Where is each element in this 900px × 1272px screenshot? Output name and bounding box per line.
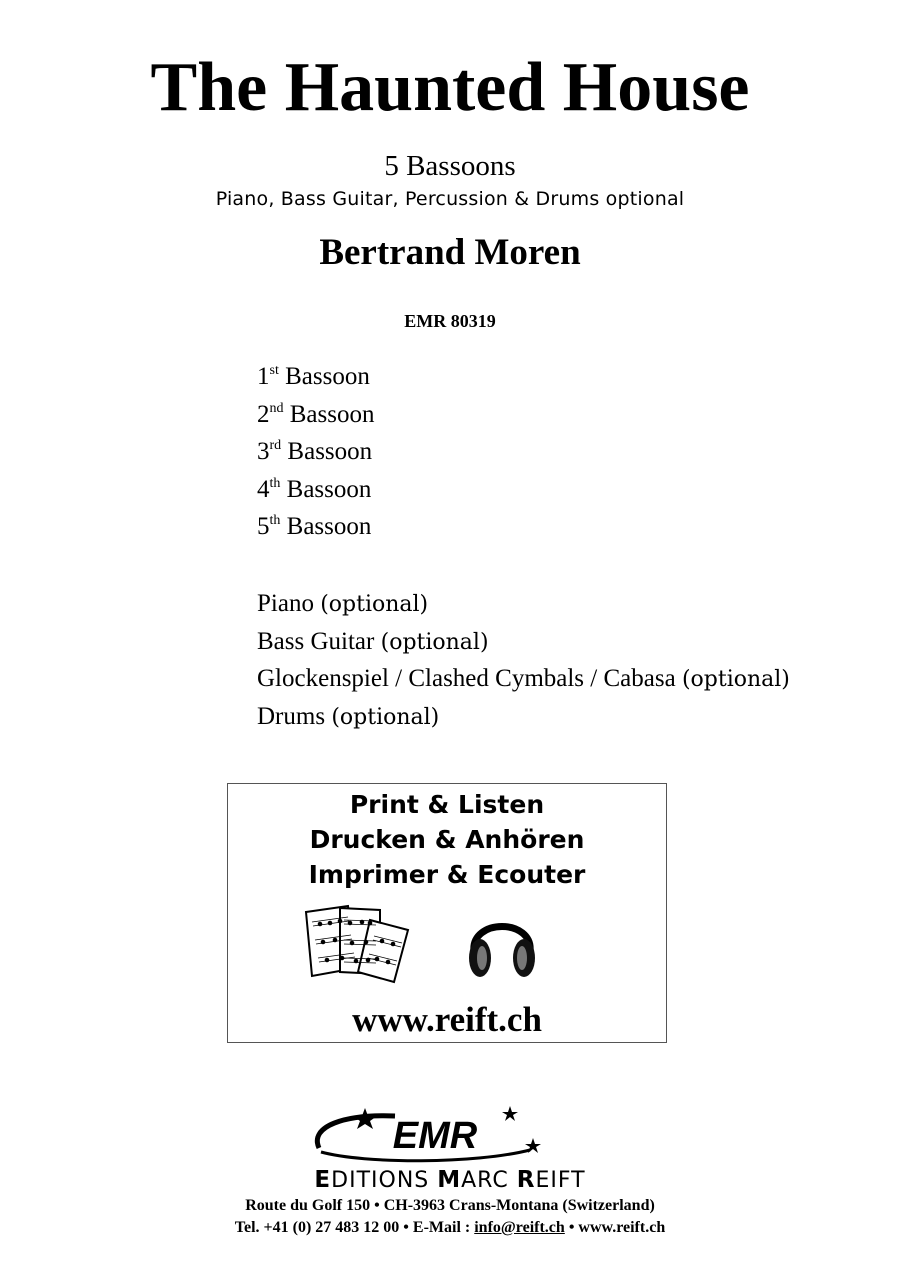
- score-title: The Haunted House: [150, 49, 750, 126]
- publisher-contact: Tel. +41 (0) 27 483 12 00 • E-Mail : info@reift.ch • www.reift.ch: [234, 1219, 666, 1236]
- email-link[interactable]: info@reift.ch: [474, 1219, 565, 1236]
- catalog-number: EMR 80319: [404, 311, 496, 331]
- instrumentation: 5 Bassoons: [384, 150, 516, 182]
- publisher-name: EDITIONS MARC REIFT: [314, 1167, 586, 1193]
- part-item: 1st Bassoon: [257, 363, 370, 390]
- headphones-icon: [466, 904, 538, 982]
- website-url[interactable]: www.reift.ch: [352, 1000, 542, 1039]
- optional-part-item: Drums (optional): [257, 702, 440, 730]
- publisher-address: Route du Golf 150 • CH-3963 Crans-Montana (Switzerland): [245, 1197, 655, 1214]
- optional-part-item: Glockenspiel / Clashed Cymbals / Cabasa (optional): [257, 665, 790, 693]
- print-listen-box: [227, 783, 667, 1043]
- part-item: 3rd Bassoon: [257, 438, 373, 466]
- part-item: 2nd Bassoon: [257, 400, 375, 428]
- promo-line-fr: Imprimer & Ecouter: [308, 860, 586, 889]
- sheet-music-icon: [300, 902, 410, 984]
- composer-name: Bertrand Moren: [319, 232, 581, 273]
- optional-instruments-line: Piano, Bass Guitar, Percussion & Drums optional: [215, 188, 685, 210]
- part-item: 4th Bassoon: [257, 475, 372, 503]
- optional-part-item: Bass Guitar (optional): [257, 627, 489, 655]
- promo-line-de: Drucken & Anhören: [309, 825, 585, 854]
- emr-logo-text: EMR: [392, 1115, 478, 1157]
- parts-list: [257, 358, 374, 546]
- part-item: 5th Bassoon: [257, 513, 372, 541]
- promo-line-en: Print & Listen: [349, 790, 545, 819]
- optional-parts-list: [257, 585, 790, 735]
- emr-logo: [305, 1106, 545, 1166]
- optional-part-item: Piano (optional): [257, 590, 429, 617]
